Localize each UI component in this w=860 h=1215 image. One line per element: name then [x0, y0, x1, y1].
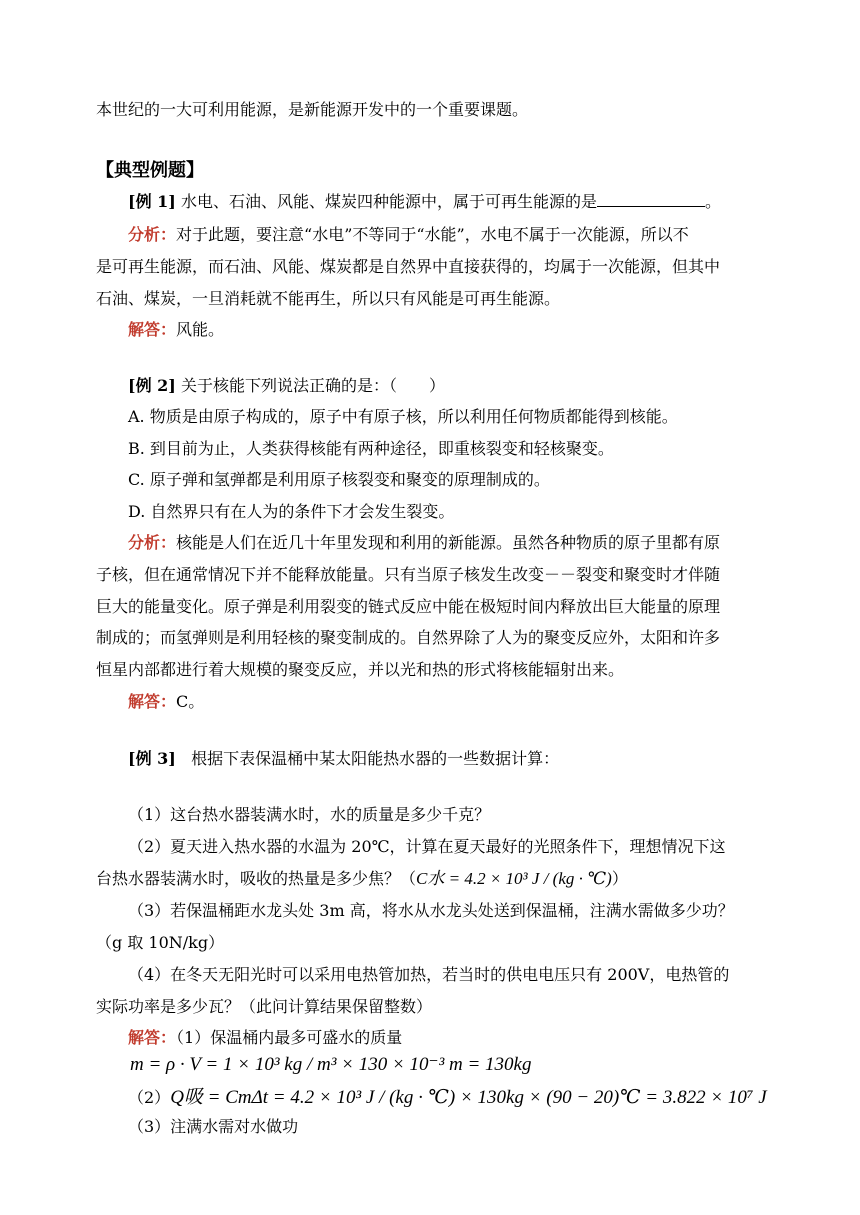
q2-end: ） [611, 869, 628, 888]
example2-option-a: A. 物质是由原子构成的，原子中有原子核，所以利用任何物质都能得到核能。 [128, 407, 678, 426]
example2-option-c: C. 原子弹和氢弹都是利用原子核裂变和聚变的原理制成的。 [128, 470, 550, 489]
answer-label: 解答： [128, 1028, 177, 1047]
heat-formula: Q吸 = CmΔt = 4.2 × 10³ J / (kg · ℃) × 130kg × (90 − 20)℃ = 3.822 × 10⁷ J [170, 1087, 767, 1108]
example3-tag: [例 3] [128, 749, 176, 768]
example1-analysis-line-1 [128, 225, 689, 245]
example3-question-text: 根据下表保温桶中某太阳能热水器的一些数据计算： [191, 749, 560, 768]
example3-q1: （1）这台热水器装满水时，水的质量是多少千克？ [128, 805, 491, 824]
example3-answer-1 [128, 1028, 402, 1048]
example2-analysis-line-4: 制成的；而氢弹则是利用轻核的聚变制成的。自然界除了人为的聚变反应外，太阳和许多 [96, 628, 721, 647]
a2-prefix: （2） [128, 1088, 171, 1107]
example3-q3-line1: （3）若保温桶距水龙头处 3m 高，将水从水龙头处送到保温桶，注满水需做多少功？ [128, 901, 734, 920]
example1-answer [128, 320, 224, 340]
example1-question-text: 水电、石油、风能、煤炭四种能源中，属于可再生能源的是 [180, 192, 597, 211]
example2-question [128, 376, 445, 396]
example2-analysis-line-5: 恒星内部都进行着大规模的聚变反应，并以光和热的形式将核能辐射出来。 [96, 660, 625, 679]
specific-heat-formula: C水 = 4.2 × 10³ J / (kg · ℃) [416, 869, 612, 888]
example3-q2-line1: （2）夏天进入热水器的水温为 20℃，计算在夏天最好的光照条件下，理想情况下这 [128, 837, 726, 856]
example2-option-d: D. 自然界只有在人为的条件下才会发生裂变。 [128, 502, 455, 521]
example3-q4-line1: （4）在冬天无阳光时可以采用电热管加热，若当时的供电电压只有 200V，电热管的 [128, 965, 730, 984]
answer-text: 风能。 [176, 320, 225, 339]
example3-q4-line2: 实际功率是多少瓦？（此问计算结果保留整数） [96, 997, 433, 1016]
example1-analysis-line-2: 是可再生能源，而石油、风能、煤炭都是自然界中直接获得的，均属于一次能源，但其中 [96, 257, 721, 276]
example3-answer-2 [128, 1088, 767, 1108]
analysis-label: 分析： [128, 533, 177, 552]
example2-tag: [例 2] [128, 376, 176, 395]
answer-blank [597, 192, 705, 207]
example2-option-b: B. 到目前为止，人类获得核能有两种途径，即重核裂变和轻核聚变。 [128, 439, 614, 458]
q2-text: 台热水器装满水时，吸收的热量是多少焦？（ [96, 869, 417, 888]
example1-question-end: 。 [704, 192, 721, 211]
analysis-text: 核能是人们在近几十年里发现和利用的新能源。虽然各种物质的原子里都有原 [176, 533, 721, 552]
example2-question-text: 关于核能下列说法正确的是：（ ） [180, 376, 445, 395]
analysis-label: 分析： [128, 225, 177, 244]
answer-text: C。 [176, 692, 205, 711]
example2-answer [128, 692, 204, 712]
example1-tag: [例 1] [128, 192, 176, 211]
example2-analysis-line-3: 巨大的能量变化。原子弹是利用裂变的链式反应中能在极短时间内释放出巨大能量的原理 [96, 597, 721, 616]
example1-analysis-line-3: 石油、煤炭，一旦消耗就不能再生，所以只有风能是可再生能源。 [96, 289, 561, 308]
example2-analysis-line-1 [128, 533, 720, 553]
mass-formula: m = ρ · V = 1 × 10³ kg / m³ × 130 × 10⁻³ m = 130kg [130, 1054, 532, 1075]
example3-q2-line2 [96, 869, 628, 889]
example1-question [128, 192, 721, 212]
example2-analysis-line-2: 子核，但在通常情况下并不能释放能量。只有当原子核发生改变－－裂变和聚变时才伴随 [96, 565, 721, 584]
example3-answer-3: （3）注满水需对水做功 [128, 1117, 299, 1136]
intro-line: 本世纪的一大可利用能源，是新能源开发中的一个重要课题。 [96, 100, 529, 119]
section-heading: 【典型例题】 [96, 160, 204, 181]
example3-question [128, 749, 559, 769]
answer-label: 解答： [128, 320, 177, 339]
analysis-text: 对于此题，要注意“水电”不等同于“水能”，水电不属于一次能源，所以不 [176, 225, 689, 244]
answer-label: 解答： [128, 692, 177, 711]
answer-text: （1）保温桶内最多可盛水的质量 [176, 1028, 403, 1047]
example3-q3-line2: （g 取 10N/kg） [96, 933, 225, 952]
